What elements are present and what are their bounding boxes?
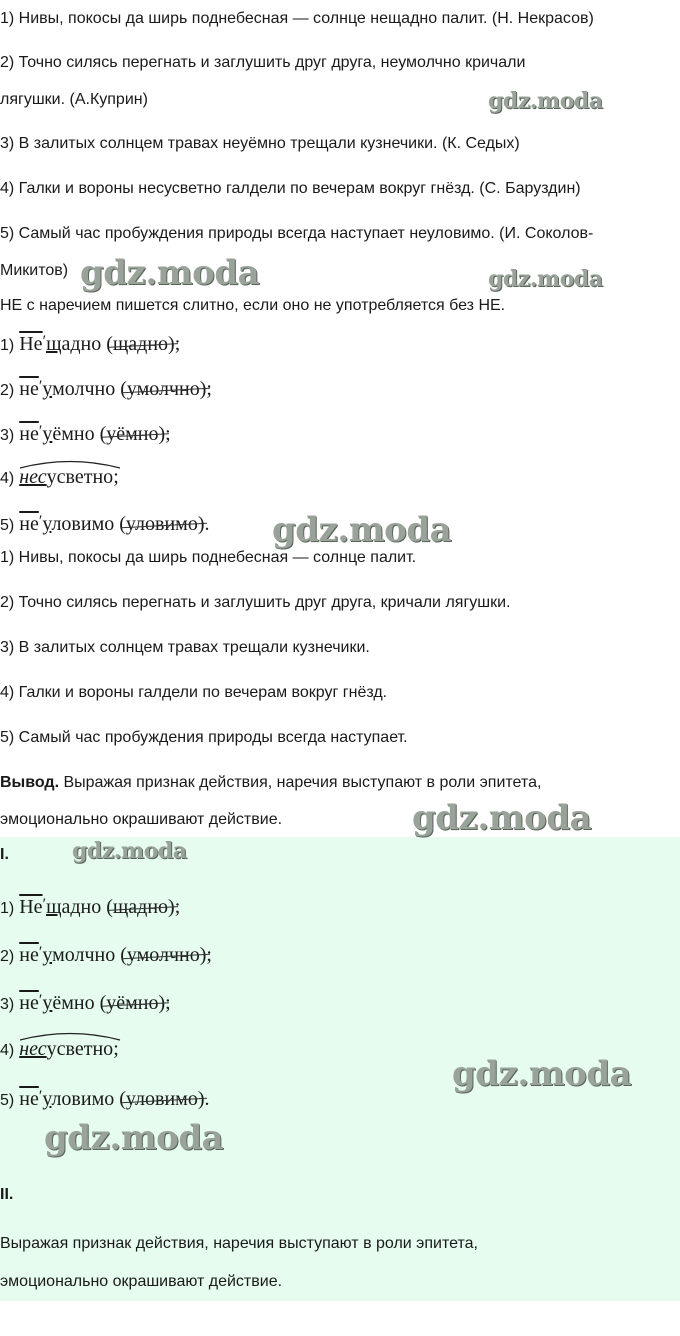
word-rest: адно <box>61 333 102 355</box>
answer-item-4 <box>0 1037 119 1063</box>
root-letter: у <box>42 944 53 966</box>
prefix: не <box>19 423 39 445</box>
analysis-item-1: 1) Не′щадно (щадно); <box>0 333 181 355</box>
sentence-2-line-2: лягушки. (А.Куприн) <box>0 91 148 108</box>
crossed-word: (умолчно); <box>120 944 212 966</box>
item-number: 1) <box>0 337 15 354</box>
watermark-logo: gdz.moda <box>272 510 452 550</box>
crossed-word: (уловимо). <box>119 513 210 535</box>
crossed-word: (уловимо). <box>119 1088 210 1110</box>
crossed-word: (щадно); <box>106 333 181 355</box>
answer-item-5: 5) не′уловимо (уловимо). <box>0 1088 210 1110</box>
root-letter: у <box>42 1088 52 1110</box>
answer-text-line-1: Выражая признак действия, наречия выступают в роли эпитета, <box>0 1235 478 1252</box>
word-rest: ёмно <box>52 992 95 1014</box>
reduced-sentence-4: 4) Галки и вороны галдели по вечерам вокруг гнёзд. <box>0 684 388 701</box>
prefix: не <box>19 378 39 400</box>
watermark-logo: gdz.moda <box>488 266 603 292</box>
watermark-logo: gdz.moda <box>72 838 187 864</box>
sentence-5-line-2: Микитов) <box>0 262 69 279</box>
root-letter: у <box>42 423 53 445</box>
crossed-word: (уёмно); <box>99 423 171 445</box>
prefix: не <box>19 992 39 1014</box>
sentence-5-line-1: 5) Самый час пробуждения природы всегда наступает неуловимо. (И. Соколов- <box>0 225 594 242</box>
answer-item-2: 2) не′умолчно (умолчно); <box>0 944 212 966</box>
answer-item-1: 1) Не′щадно (щадно); <box>0 896 181 918</box>
item-number: 5) <box>0 1092 15 1109</box>
word-rest: усветно <box>46 466 114 488</box>
item-number: 3) <box>0 427 15 444</box>
prefix: нес <box>19 1038 47 1060</box>
analysis-item-3: 3) не′уёмно (уёмно); <box>0 423 171 445</box>
answer-text-line-2: эмоционально окрашивают действие. <box>0 1273 283 1290</box>
word-rest: молчно <box>52 378 116 400</box>
word-rest: ёмно <box>52 423 95 445</box>
prefix: не <box>19 513 39 535</box>
section-heading-2: II. <box>0 1186 14 1203</box>
root-letter: щ <box>46 333 62 355</box>
reduced-sentence-2: 2) Точно силясь перегнать и заглушить друг друга, кричали лягушки. <box>0 594 511 611</box>
watermark-logo: gdz.moda <box>44 1118 224 1158</box>
reduced-sentence-1: 1) Нивы, покосы да ширь поднебесная — солнце палит. <box>0 549 417 566</box>
reduced-sentence-3: 3) В залитых солнцем травах трещали кузнечики. <box>0 639 370 656</box>
item-number: 3) <box>0 996 15 1013</box>
spelling-rule: НЕ с наречием пишется слитно, если оно не употребляется без НЕ. <box>0 297 506 314</box>
item-number: 2) <box>0 948 15 965</box>
prefix: Не <box>19 896 43 918</box>
root-arc <box>19 465 113 489</box>
sentence-2-line-1: 2) Точно силясь перегнать и заглушить друг друга, неумолчно кричали <box>0 54 526 71</box>
conclusion-line-1 <box>0 773 541 793</box>
analysis-item-4 <box>0 465 119 491</box>
item-number: 1) <box>0 900 15 917</box>
crossed-word: (щадно); <box>106 896 181 918</box>
root-arc <box>19 1037 113 1061</box>
section-heading-1: I. <box>0 846 9 863</box>
watermark-logo: gdz.moda <box>80 253 260 293</box>
crossed-word: (умолчно); <box>120 378 212 400</box>
item-number: 4) <box>0 1042 15 1059</box>
root-letter: у <box>42 513 52 535</box>
watermark-logo: gdz.moda <box>412 798 592 838</box>
word-rest: молчно <box>52 944 116 966</box>
conclusion-line-2: эмоционально окрашивают действие. <box>0 811 283 828</box>
crossed-word: (уёмно); <box>99 992 171 1014</box>
sentence-1: 1) Нивы, покосы да ширь поднебесная — солнце нещадно палит. (Н. Некрасов) <box>0 10 594 27</box>
prefix: не <box>19 944 39 966</box>
punct: ; <box>113 1038 119 1060</box>
prefix: Не <box>19 333 43 355</box>
conclusion-text: Выражая признак действия, наречия выступают в роли эпитета, <box>59 774 542 791</box>
sentence-3: 3) В залитых солнцем травах неуёмно трещали кузнечики. (К. Седых) <box>0 135 520 152</box>
answer-item-3: 3) не′уёмно (уёмно); <box>0 992 171 1014</box>
analysis-item-2: 2) не′умолчно (умолчно); <box>0 378 212 400</box>
arc-icon <box>19 459 121 469</box>
sentence-4: 4) Галки и вороны несусветно галдели по вечерам вокруг гнёзд. (С. Баруздин) <box>0 180 581 197</box>
word-rest: усветно <box>46 1038 114 1060</box>
word-rest: ловимо <box>51 1088 115 1110</box>
prefix: нес <box>19 466 47 488</box>
punct: ; <box>113 466 119 488</box>
word-rest: адно <box>61 896 102 918</box>
prefix: не <box>19 1088 39 1110</box>
root-letter: у <box>42 378 53 400</box>
item-number: 5) <box>0 517 15 534</box>
watermark-logo: gdz.moda <box>452 1054 632 1094</box>
conclusion-label: Вывод. <box>0 774 60 791</box>
arc-icon <box>19 1031 121 1041</box>
root-letter: щ <box>46 896 62 918</box>
item-number: 2) <box>0 382 15 399</box>
item-number: 4) <box>0 470 15 487</box>
reduced-sentence-5: 5) Самый час пробуждения природы всегда наступает. <box>0 729 408 746</box>
analysis-item-5: 5) не′уловимо (уловимо). <box>0 513 210 535</box>
word-rest: ловимо <box>51 513 115 535</box>
root-letter: у <box>42 992 53 1014</box>
watermark-logo: gdz.moda <box>488 88 603 114</box>
